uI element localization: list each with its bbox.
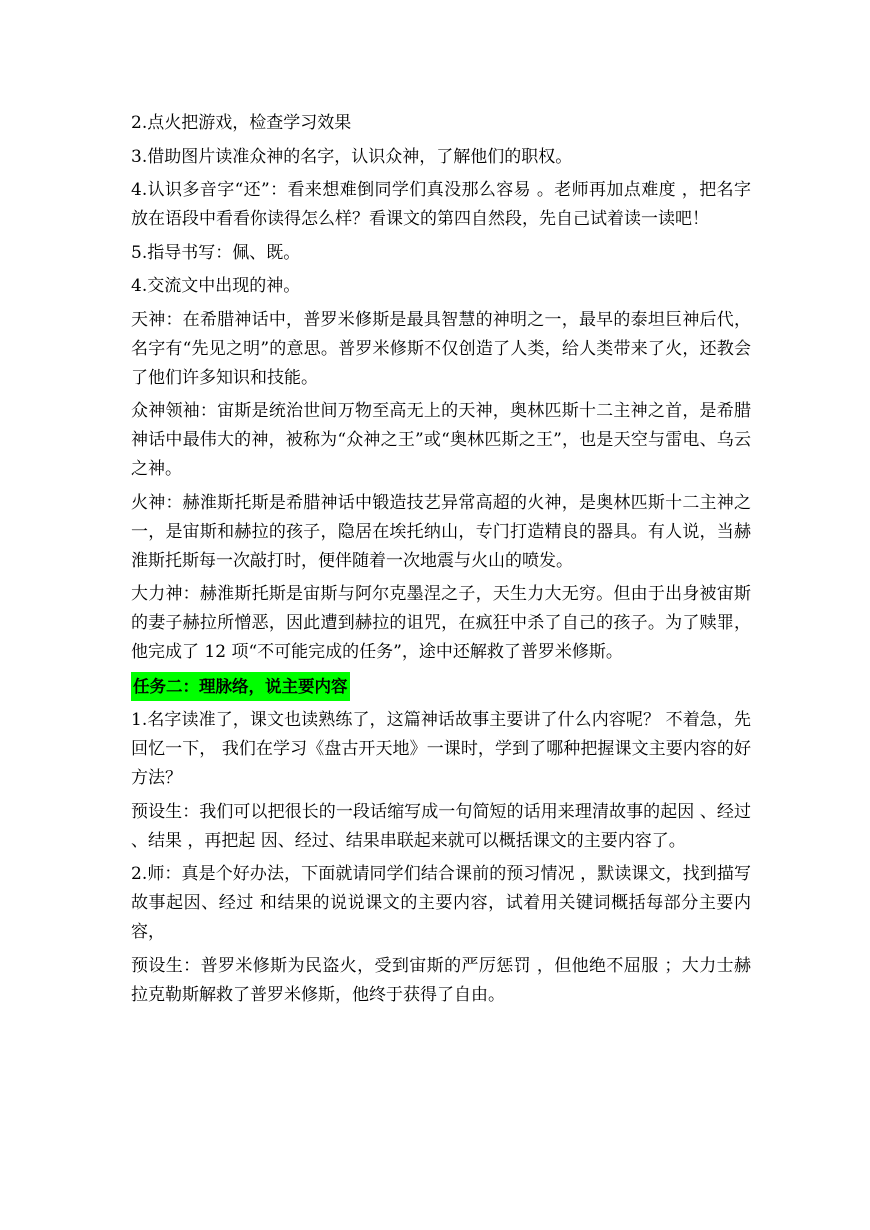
- document-page: [131, 109, 751, 1014]
- paragraph: 5.指导书写：佩、既。: [131, 242, 301, 263]
- paragraph: 4.认识多音字“还”：看来想难倒同学们真没那么容易 。老师再加点难度 ，把名字放在语段中看看你读得怎么样？看课文的第四自然段，先自己试着读一读吧！: [131, 180, 751, 229]
- paragraph: 3.借助图片读准众神的名字，认识众神，了解他们的职权。: [131, 146, 573, 167]
- paragraph: 预设生：普罗米修斯为民盗火，受到宙斯的严厉惩罚 ，但他绝不屈服 ；大力士赫拉克勒斯解救了普罗米修斯，他终于获得了自由。: [131, 955, 751, 1005]
- paragraph: 2.点火把游戏，检查学习效果: [131, 113, 352, 133]
- paragraph: 预设生：我们可以把很长的一段话缩写成一句简短的话用来理清故事的起因 、经过 、结果 ，再把起 因、经过、结果串联起来就可以概括课文的主要内容了。: [131, 801, 751, 851]
- paragraph: 1.名字读准了，课文也读熟练了，这篇神话故事主要讲了什么内容呢？ 不着急，先回忆一下， 我们在学习《盘古开天地》一课时，学到了哪种把握课文主要内容的好方法？: [131, 710, 751, 788]
- paragraph: 4.交流文中出现的神。: [131, 276, 301, 296]
- paragraph-zhongshen: 众神领袖：宙斯是统治世间万物至高无上的天神，奥林匹斯十二主神之首，是希腊神话中最伟大的神，被称为“众神之王”或“奥林匹斯之王”，也是天空与雷电、乌云之神。: [131, 401, 751, 479]
- paragraph: 2.师：真是个好办法，下面就请同学们结合课前的预习情况 ，默读课文，找到描写故事起因、经过 和结果的说说课文的主要内容，试着用关键词概括每部分主要内容，: [131, 864, 751, 942]
- paragraph-tianshen: 天神：在希腊神话中，普罗米修斯是最具智慧的神明之一，最早的泰坦巨神后代，名字有“先见之明”的意思。普罗米修斯不仅创造了人类，给人类带来了火，还教会了他们许多知识和技能。: [131, 309, 751, 388]
- paragraph-dalishen: 大力神：赫淮斯托斯是宙斯与阿尔克墨涅之子，天生力大无穷。但由于出身被宙斯的妻子赫拉所憎恶，因此遭到赫拉的诅咒，在疯狂中杀了自己的孩子。为了赎罪，他完成了 12 项“不可能完成的任务”，途中还解救了普罗米修斯。: [131, 584, 751, 662]
- section-heading-row: [131, 672, 751, 702]
- paragraph-huoshen: 火神：赫淮斯托斯是希腊神话中锻造技艺异常高超的火神，是奥林匹斯十二主神之一，是宙斯和赫拉的孩子，隐居在埃托纳山，专门打造精良的器具。有人说，当赫淮斯托斯每一次敲打时，便伴随着一次地震与火山的喷发。: [131, 492, 751, 571]
- section-heading: 任务二：理脉络，说主要内容: [131, 672, 350, 701]
